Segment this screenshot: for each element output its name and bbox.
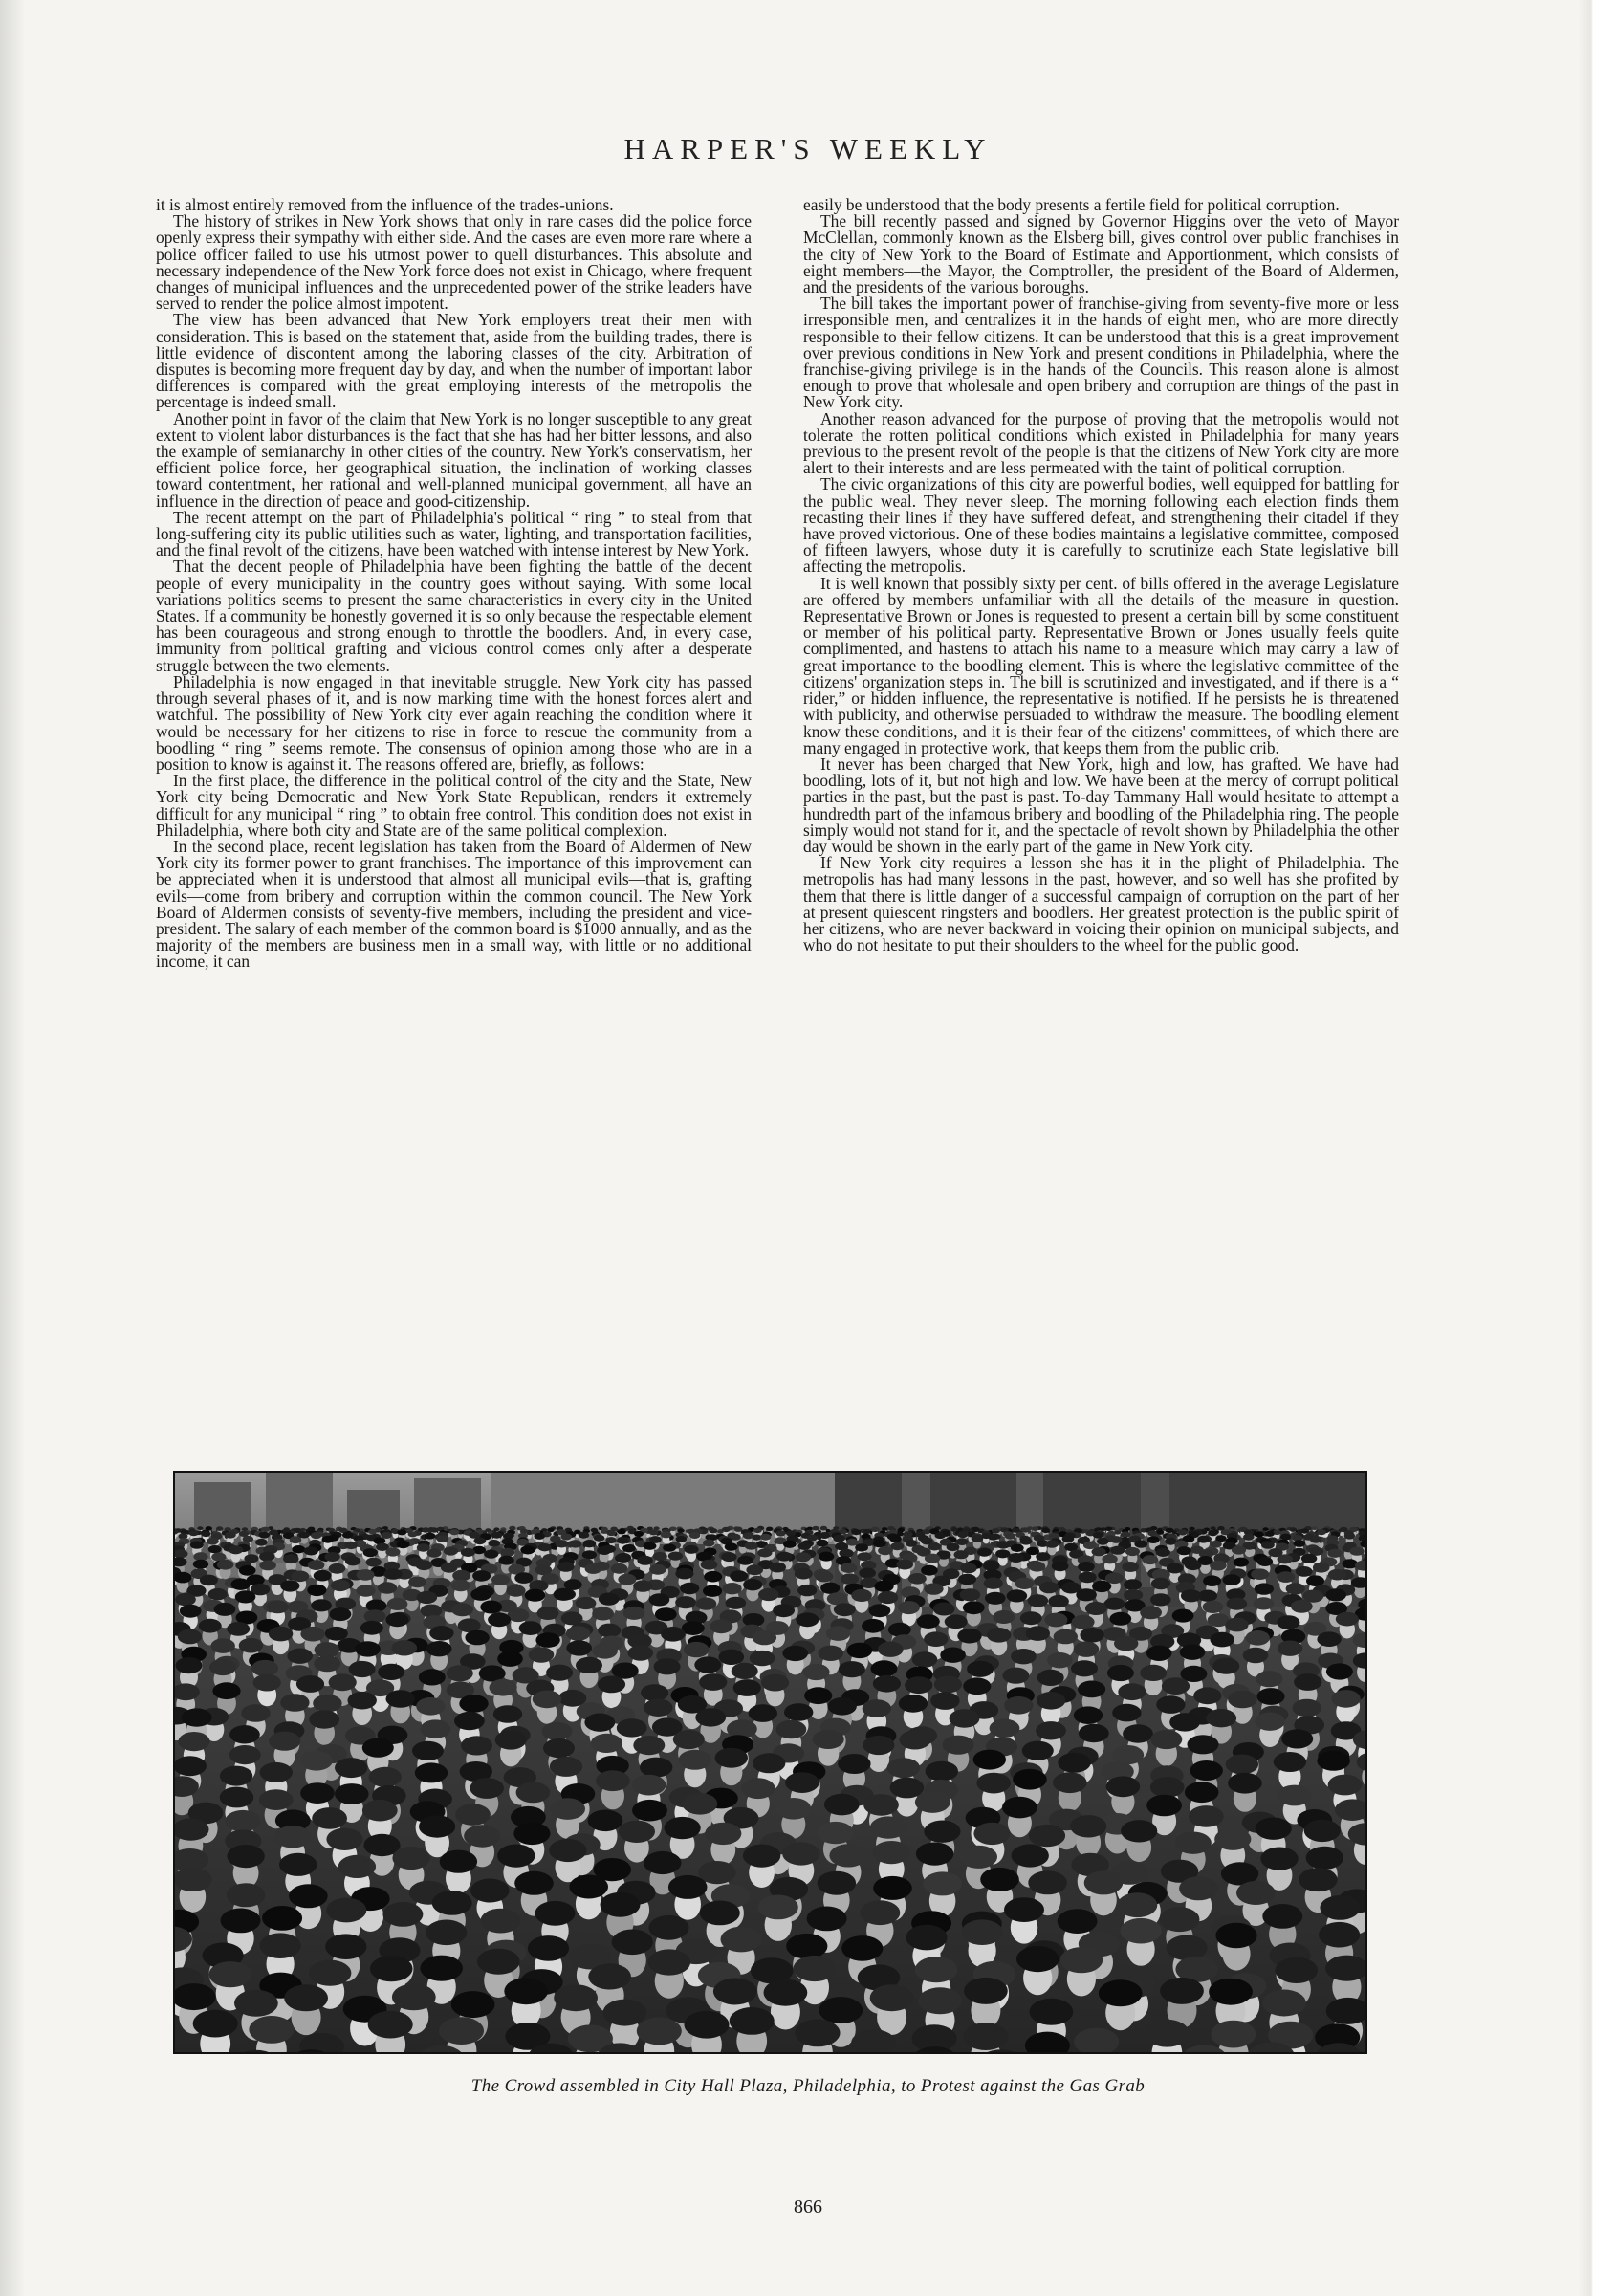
paragraph: it is almost entirely removed from the influence of the trades-unions. bbox=[156, 197, 614, 214]
page-left-edge bbox=[0, 0, 25, 2296]
page-right-edge bbox=[1578, 0, 1616, 2296]
paragraph: The bill takes the important power of franchise-giving from seventy-five more or less irresponsible men, and centralizes it in the hands of eight men, who are more directly responsible to their fellow citizens. It can be understood that this is a great improvement over previous conditions in New York and present conditions in Philadelphia, where the franchise-giving privilege is in the hands of the Councils. This reason alone is almost enough to prove that wholesale and open bribery and corruption are things of the past in New York city. bbox=[803, 294, 1399, 412]
paragraph: It never has been charged that New York, high and low, has grafted. We have had boodling, lots of it, but not high and low. We have been at the mercy of corrupt political parties in the past, but the past is past. To-day Tammany Hall would hesitate to attempt a hundredth part of the infamous bribery and boodling of the Philadelphia ring. The people simply would not stand for it, and the spectacle of revolt shown by Philadelphia the other day would be shown in the early part of the game in New York city. bbox=[803, 754, 1399, 856]
paragraph: The bill recently passed and signed by Governor Higgins over the veto of Mayor McClellan, commonly known as the Elsberg bill, gives control over public franchises in the city of New York to the Board of Estimate and Apportionment, which consists of eight members—the Mayor, the Comptroller, the president of the Board of Aldermen, and the presidents of the various boroughs. bbox=[803, 211, 1399, 297]
left-column bbox=[156, 197, 752, 1413]
paragraph: The view has been advanced that New York employers treat their men with consideration. This is based on the statement that, aside from the building trades, there is little evidence of discontent among the laboring classes of the city. Arbitration of disputes is becoming more frequent day by day, and when the number of important labor differences is compared with the great employing interests of the metropolis the percentage is indeed small. bbox=[156, 310, 752, 412]
right-column bbox=[803, 197, 1399, 1413]
page-number: 866 bbox=[794, 2197, 822, 2218]
paragraph: Another point in favor of the claim that New York is no longer susceptible to any great extent to violent labor disturbances is the fact that she has had her bitter lessons, and also the example of semianarchy in other cities of the country. New York's conservatism, her efficient police force, her geographical situation, the inclination of working classes toward contentment, her rational and well-planned municipal government, all have an influence in the direction of peace and good-citizenship. bbox=[156, 408, 752, 511]
paragraph: The recent attempt on the part of Philadelphia's political “ ring ” to steal from that long-suffering city its public utilities such as water, lighting, and transportation facilities, and the final revolt of the citizens, have been watched with intense interest by New York. bbox=[156, 507, 752, 560]
photo-caption: The Crowd assembled in City Hall Plaza, Philadelphia, to Protest against the Gas Grab bbox=[470, 2076, 1146, 2096]
crowd-heads bbox=[175, 1526, 1365, 2052]
crowd-photograph bbox=[173, 1471, 1367, 2054]
paragraph: In the second place, recent legislation has taken from the Board of Aldermen of New York city its former power to grant franchises. The importance of this improvement can be appreciated when it is understood that almost all municipal evils—that is, grafting evils—come from bribery and corruption within the common council. The New York Board of Aldermen consists of seventy-five members, including the president and vice-president. The salary of each member of the common board is $1000 annually, and as the majority of the members are business men in a small way, with little or no additional income, it can bbox=[156, 836, 752, 972]
article-body bbox=[156, 197, 1399, 1413]
paragraph: If New York city requires a lesson she has it in the plight of Philadelphia. The metropolis has had many lessons in the past, however, and so well has she profited by them that there is little danger of a successful campaign of corruption on the part of her at present quiescent ringsters and boodlers. Her greatest protection is the public spirit of her citizens, who are never backward in voicing their opinion on municipal subjects, and who do not hesitate to put their shoulders to the wheel for the public good. bbox=[803, 853, 1399, 955]
crowd-photo-illustration bbox=[175, 1473, 1365, 2052]
paragraph: It is well known that possibly sixty per cent. of bills offered in the average Legislature are offered by members unfamiliar with all the details of the measure in question. Representative Brown or Jones is requested to present a certain bill by some constituent or member of his political party. Representative Brown or Jones usually feels quite complimented, and hastens to attach his name to a measure which may carry a law of great importance to the boodling element. This is where the legislative committee of the citizens' organization steps in. The bill is scrutinized and investigated, and if there is a “ rider,” or hidden influence, the representative is notified. If he persists he is threatened with publicity, and otherwise persuaded to withdraw the measure. The boodling element know these conditions, and it is their fear of the citizens' committees, of which there are many engaged in protective work, that keeps them from the public crib. bbox=[803, 573, 1399, 757]
paragraph: Philadelphia is now engaged in that inevitable struggle. New York city has passed through several phases of it, and is now marking time with the honest forces alert and watchful. The possibility of New York city ever again reaching the condition where it would be necessary for her citizens to rise in force to rescue the community from a boodling “ ring ” seems remote. The consensus of opinion among those who are in a position to know is against it. The reasons offered are, briefly, as follows: bbox=[156, 671, 752, 774]
paragraph: In the first place, the difference in the political control of the city and the State, New York city being Democratic and New York State Republican, renders it extremely difficult for any municipal “ ring ” to obtain free control. This condition does not exist in Philadelphia, where both city and State are of the same political complexion. bbox=[156, 771, 752, 840]
paragraph: easily be understood that the body presents a fertile field for political corruption. bbox=[803, 197, 1340, 214]
paragraph: That the decent people of Philadelphia have been fighting the battle of the decent people of every municipality in the country goes without saying. With some local variations politics seems to present the same characteristics in every city in the United States. If a community be honestly governed it is so only because the respectable element has been courageous and strong enough to throttle the boodlers. And, in every case, immunity from political grafting and vicious control comes only after a desperate struggle between the two elements. bbox=[156, 557, 752, 675]
running-header: HARPER'S WEEKLY bbox=[623, 132, 993, 165]
paragraph: The civic organizations of this city are powerful bodies, well equipped for battling for the public weal. They never sleep. The morning following each election finds them recasting their lines if they have suffered defeat, and strengthening their citadel if they have proved victorious. One of these bodies maintains a legislative committee, composed of fifteen lawyers, whose duty it is carefully to scrutinize each State legislative bill affecting the metropolis. bbox=[803, 474, 1399, 577]
paragraph: The history of strikes in New York shows that only in rare cases did the police force openly express their sympathy with either side. And the cases are even more rare where a police officer failed to use his utmost power to quell disturbances. This absolute and necessary independence of the New York force does not exist in Chicago, where frequent changes of municipal influences and the unprecedented power of the strike leaders have served to render the police almost impotent. bbox=[156, 211, 752, 314]
paragraph: Another reason advanced for the purpose of proving that the metropolis would not tolerate the rotten political conditions which existed in Philadelphia for many years previous to the present revolt of the people is that the citizens of New York city are more alert to their interests and are less permeated with the taint of political corruption. bbox=[803, 408, 1399, 478]
